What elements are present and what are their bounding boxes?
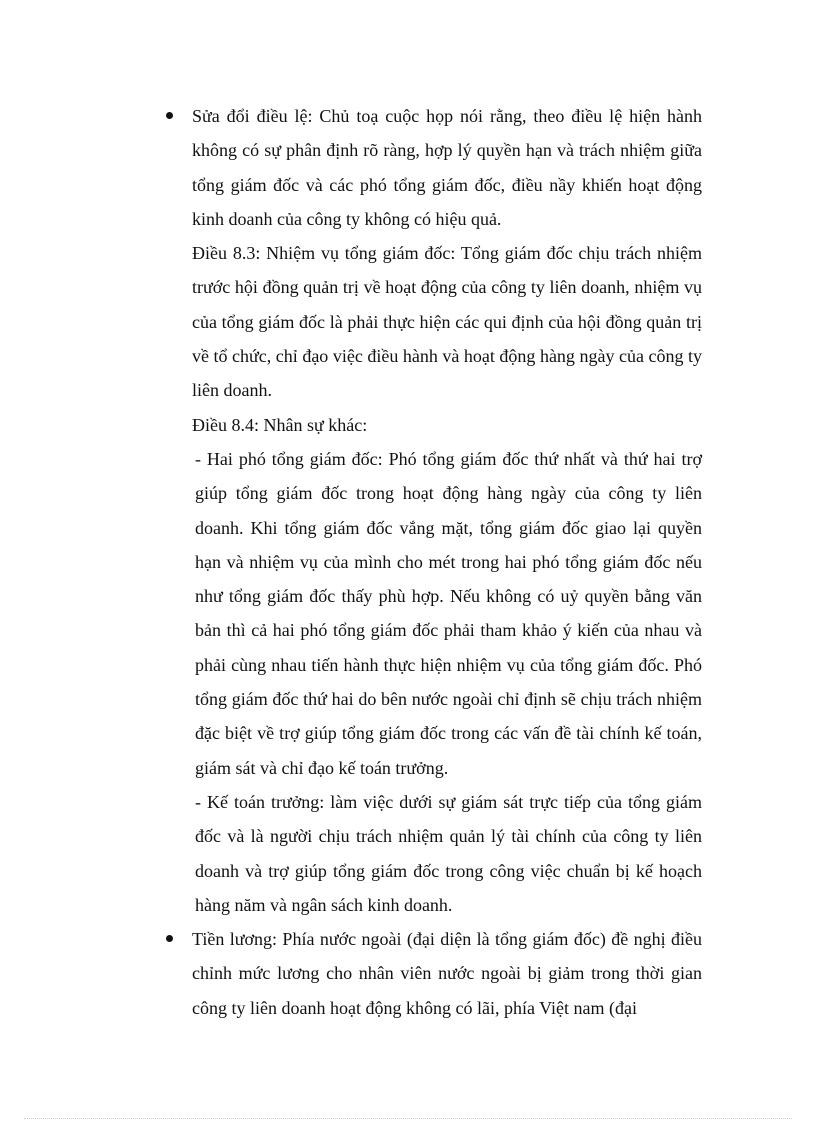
paragraph-amend-charter: Sửa đổi điều lệ: Chủ toạ cuộc họp nói rằng, theo điều lệ hiện hành không có sự phân định rõ ràng, hợp lý quyền hạn và trách nhiệm giữa tổng giám đốc và các phó tổng giám đốc, điều nầy khiến hoạt động kinh doanh của công ty không có hiệu quả. (192, 106, 702, 229)
bullet-icon (166, 935, 173, 942)
page-bottom-divider (24, 1118, 792, 1119)
document-body (166, 99, 702, 1025)
paragraph-article-8-3: Điều 8.3: Nhiệm vụ tổng giám đốc: Tổng giám đốc chịu trách nhiệm trước hội đồng quản trị về hoạt động của công ty liên doanh, nhiệm vụ của tổng giám đốc là phải thực hiện các qui định của hội đồng quản trị về tổ chức, chỉ đạo việc điều hành và hoạt động hàng ngày của công ty liên doanh. (192, 243, 702, 401)
paragraph-salary: Tiền lương: Phía nước ngoài (đại diện là tổng giám đốc) đề nghị điều chỉnh mức lương cho nhân viên nước ngoài bị giảm trong thời gian công ty liên doanh hoạt động không có lãi, phía Việt nam (đại (192, 929, 702, 1018)
bullet-item-amend-charter (166, 99, 702, 236)
paragraph-deputy-directors: - Hai phó tổng giám đốc: Phó tổng giám đốc thứ nhất và thứ hai trợ giúp tổng giám đốc trong hoạt động hàng ngày của công ty liên doanh. Khi tổng giám đốc vắng mặt, tổng giám đốc giao lại quyền hạn và nhiệm vụ của mình cho mét trong hai phó tổng giám đốc nếu như tổng giám đốc thấy phù hợp. Nếu không có uỷ quyền bằng văn bản thì cả hai phó tổng giám đốc phải tham khảo ý kiến của nhau và phải cùng nhau tiến hành thực hiện nhiệm vụ của tổng giám đốc. Phó tổng giám đốc thứ hai do bên nước ngoài chỉ định sẽ chịu trách nhiệm đặc biệt về trợ giúp tổng giám đốc trong các vấn đề tài chính kế toán, giám sát và chỉ đạo kế toán trưởng. (195, 448, 702, 778)
paragraph-chief-accountant: - Kế toán trưởng: làm việc dưới sự giám sát trực tiếp của tổng giám đốc và là người chịu trách nhiệm quản lý tài chính của công ty liên doanh và trợ giúp tổng giám đốc trong công việc chuẩn bị kế hoạch hàng năm và ngân sách kinh doanh. (195, 791, 702, 915)
bullet-item-salary (166, 922, 702, 1025)
bullet-icon (166, 112, 173, 119)
paragraph-article-8-4-heading: Điều 8.4: Nhân sự khác: (192, 414, 368, 435)
